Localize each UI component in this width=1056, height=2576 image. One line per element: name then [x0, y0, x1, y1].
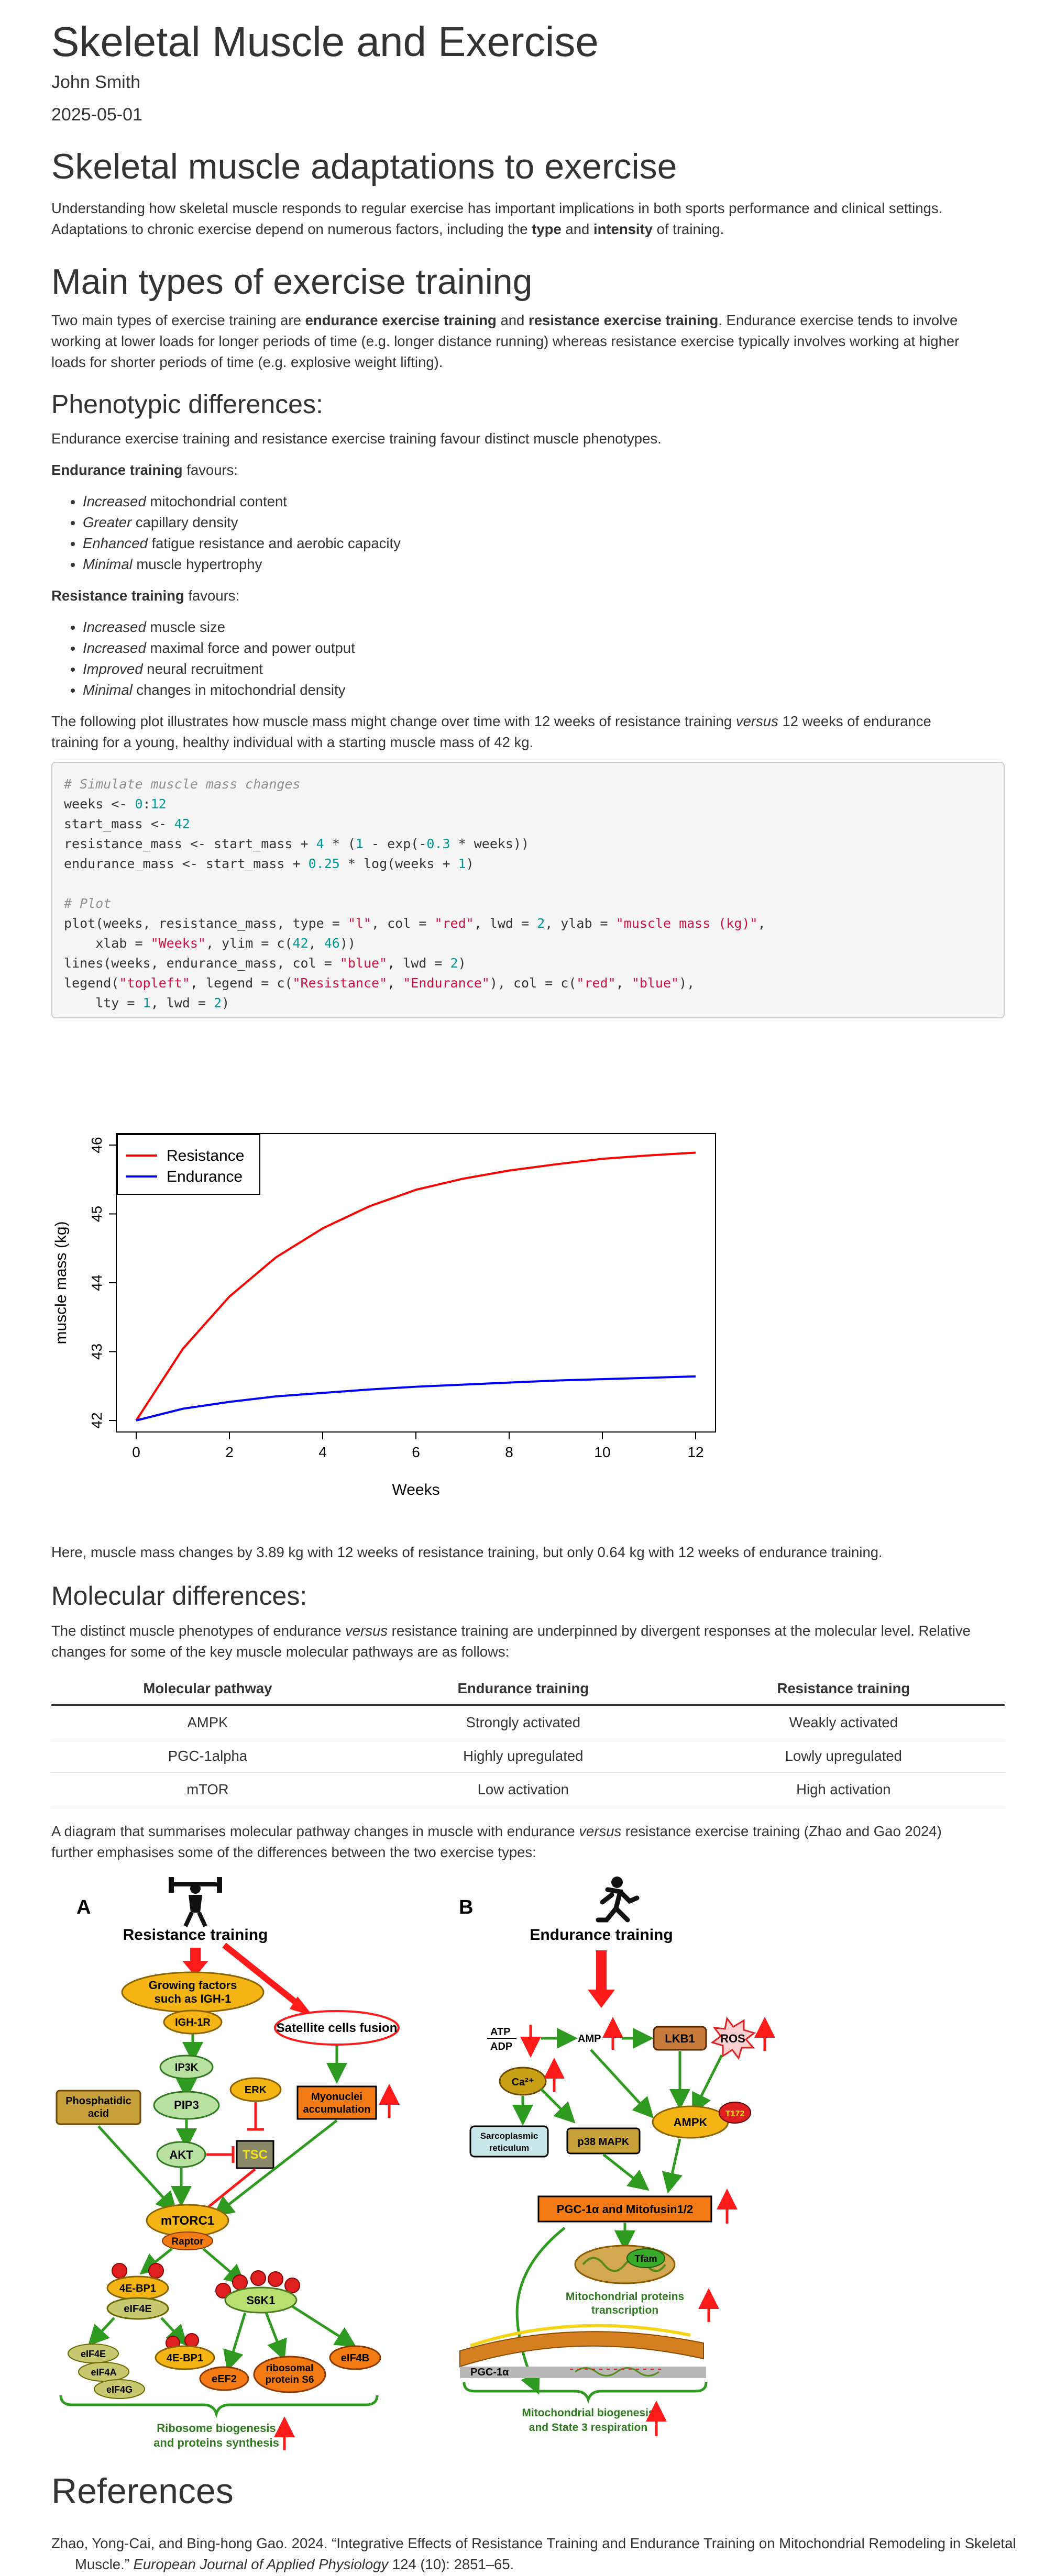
code-line [64, 953, 992, 973]
series-line-endurance [136, 1376, 696, 1420]
text: of training. [653, 221, 724, 237]
x-tick-label: 4 [318, 1444, 327, 1460]
code-text: , col = [371, 916, 435, 931]
column-header: Resistance training [683, 1673, 1005, 1705]
code-text: , [387, 975, 403, 991]
x-tick-label: 6 [412, 1444, 420, 1460]
code-line [64, 894, 992, 914]
green-arrow [517, 2228, 565, 2388]
code-text: , lwd = [387, 956, 450, 971]
code-line [64, 874, 992, 894]
endurance-list [51, 491, 401, 575]
y-tick-label: 45 [89, 1205, 105, 1223]
code-string: "blue" [339, 956, 388, 971]
molecular-table [51, 1673, 1005, 1806]
text: resistance exercise training (Zhao and Gao 2024) [621, 1823, 942, 1839]
y-tick-label: 46 [89, 1137, 105, 1153]
node-label: S6K1 [246, 2294, 276, 2307]
code-text: * ( [324, 836, 356, 851]
code-text: : [142, 796, 151, 812]
y-tick-label: 44 [89, 1274, 105, 1291]
code-text: start_mass <- [64, 816, 174, 831]
emphasis: Enhanced [83, 535, 148, 551]
node-label: and State 3 respiration [529, 2422, 648, 2434]
code-number: 2 [214, 995, 222, 1011]
journal-name: European Journal of Applied Physiology [133, 2556, 389, 2572]
panel-a-label: A [76, 1896, 91, 1918]
node-label: reticulum [489, 2143, 530, 2153]
code-text: , [757, 916, 766, 931]
bracket [464, 2382, 706, 2400]
code-text: , ylab = [545, 916, 616, 931]
table-cell: AMPK [51, 1705, 364, 1739]
node-label: eIF4B [340, 2352, 370, 2364]
text: and [496, 312, 529, 328]
table-cell: mTOR [51, 1773, 364, 1806]
bold-text: resistance exercise training [529, 312, 719, 328]
code-number: 1 [458, 856, 466, 871]
text: changes in mitochondrial density [132, 682, 346, 698]
code-number: 1 [142, 995, 151, 1011]
node-label: IP3K [174, 2062, 199, 2073]
node-label: ROS [720, 2032, 745, 2045]
list-item [83, 491, 401, 512]
text: muscle size [146, 619, 226, 635]
node-label: eIF4G [106, 2384, 133, 2395]
code-string: "red" [434, 916, 474, 931]
table-cell: Highly upregulated [364, 1739, 683, 1773]
code-text: endurance_mass <- start_mass + [64, 856, 309, 871]
green-arrow [266, 2313, 282, 2353]
text: working at lower loads for longer periods of time (e.g. longer distance running) whereas resistance exercise typically involves working at higher [51, 333, 960, 349]
node-label: PGC-1α [470, 2367, 509, 2378]
node-label: eEF2 [212, 2373, 237, 2385]
node-label: ribosomal [266, 2363, 314, 2374]
node-label: 4E-BP1 [166, 2352, 204, 2364]
list-item [83, 512, 401, 533]
green-arrow [203, 2249, 240, 2280]
adaptations-paragraph [51, 198, 1005, 240]
table-cell: High activation [683, 1773, 1005, 1806]
node-label: Myonuclei [311, 2091, 362, 2103]
column-header: Endurance training [364, 1673, 683, 1705]
green-arrow [603, 2155, 643, 2186]
endurance-training-title: Endurance training [530, 1926, 673, 1944]
table-row [51, 1705, 1005, 1739]
legend-label: Resistance [167, 1147, 245, 1164]
text: resistance training are underpinned by divergent responses at the molecular level. Relative [388, 1623, 971, 1639]
x-tick-label: 10 [594, 1444, 611, 1460]
node-label: PGC-1α and Mitofusin1/2 [556, 2203, 694, 2216]
text: loads for shorter periods of time (e.g. explosive weight lifting). [51, 354, 443, 370]
code-text: resistance_mass <- start_mass + [64, 836, 316, 851]
node-label: TSC [243, 2148, 268, 2162]
code-line [64, 774, 992, 794]
node-label: eIF4A [91, 2367, 117, 2378]
code-text: ), col = c( [489, 975, 577, 991]
code-text: , lwd = [474, 916, 537, 931]
green-arrow [292, 2306, 350, 2343]
page-title: Skeletal Muscle and Exercise [51, 18, 599, 65]
table-cell: Lowly upregulated [683, 1739, 1005, 1773]
table-header-row [51, 1673, 1005, 1705]
text: . Endurance exercise tends to involve [718, 312, 958, 328]
green-arrow [591, 2050, 648, 2113]
green-arrow [541, 2089, 570, 2118]
emphasis: Minimal [83, 556, 133, 572]
node-label: AMPK [673, 2116, 708, 2129]
emphasis: Minimal [83, 682, 133, 698]
node-label: Sarcoplasmic [480, 2131, 538, 2141]
text: favours: [184, 587, 240, 604]
endurance-favours [51, 460, 1005, 481]
text: Adaptations to chronic exercise depend on numerous factors, including the [51, 221, 532, 237]
section-heading-adaptations: Skeletal muscle adaptations to exercise [51, 147, 677, 186]
code-string: "Endurance" [403, 975, 490, 991]
code-number: 1 [355, 836, 364, 851]
green-arrow [98, 2126, 172, 2207]
text: Zhao, Yong-Cai, and Bing-hong Gao. 2024. “Integrative Effects of Resistance Training and Endurance Training on Mitochondrial Remodeling in Skeletal Muscle.” [51, 2535, 1016, 2572]
text: The following plot illustrates how muscle mass might change over time with 12 weeks of resistance training [51, 713, 736, 729]
node-label: Growing factors [148, 1979, 237, 1992]
muscle-mass-chart [51, 1068, 743, 1529]
node-label: PIP3 [174, 2098, 199, 2112]
code-text: , ylim = c( [205, 936, 293, 951]
code-text: - exp(- [363, 836, 427, 851]
node-label: Satellite cells fusion [276, 2021, 398, 2035]
code-text: * log(weeks + [339, 856, 458, 871]
code-text: ) [458, 956, 466, 971]
node-label: and proteins synthesis [153, 2436, 279, 2449]
node-label: IGH-1R [175, 2017, 211, 2028]
node-label: Ribosome biogenesis [157, 2422, 276, 2435]
code-number: 42 [174, 816, 190, 831]
node-label: 4E-BP1 [119, 2283, 157, 2294]
y-tick-label: 42 [89, 1412, 105, 1429]
x-tick-label: 12 [687, 1444, 704, 1460]
node-label: T172 [725, 2109, 745, 2118]
weightlifter-icon [169, 1877, 222, 1926]
green-arrow [229, 2313, 245, 2364]
node-label: Mitochondrial biogenesis [522, 2407, 655, 2419]
molecular-paragraph [51, 1620, 1005, 1662]
emphasis: Increased [83, 640, 146, 656]
text: The distinct muscle phenotypes of endurance [51, 1623, 346, 1639]
x-tick-label: 2 [225, 1444, 234, 1460]
code-number: 0 [135, 796, 143, 812]
y-axis-label: muscle mass (kg) [52, 1221, 70, 1345]
section-heading-types: Main types of exercise training [51, 262, 533, 302]
bold-text: Endurance training [51, 462, 183, 478]
code-line [64, 934, 992, 953]
table-row [51, 1773, 1005, 1806]
x-tick-label: 8 [505, 1444, 513, 1460]
author: John Smith [51, 72, 141, 92]
text: neural recruitment [142, 661, 263, 677]
text: maximal force and power output [146, 640, 355, 656]
code-string: "topleft" [119, 975, 190, 991]
plot-intro [51, 711, 1005, 753]
node-label: mTORC1 [160, 2214, 215, 2228]
node-label: accumulation [303, 2104, 371, 2115]
code-text: )) [339, 936, 356, 951]
legend-label: Endurance [167, 1168, 243, 1185]
text: capillary density [131, 514, 238, 530]
list-item [83, 617, 355, 638]
text: mitochondrial content [146, 493, 287, 509]
code-line [64, 814, 992, 834]
code-comment: # Plot [64, 896, 112, 911]
node-label: AMP [578, 2033, 601, 2045]
bold-text: intensity [593, 221, 653, 237]
table-cell: Low activation [364, 1773, 683, 1806]
result-paragraph: Here, muscle mass changes by 3.89 kg with 12 weeks of resistance training, but only 0.64 kg with 12 weeks of endurance training. [51, 1544, 883, 1560]
emphasis: Improved [83, 661, 143, 677]
emphasis: versus [735, 713, 778, 729]
runner-icon [598, 1877, 637, 1920]
text: Two main types of exercise training are [51, 312, 305, 328]
code-text: , [615, 975, 632, 991]
code-number: 0.25 [308, 856, 340, 871]
node-label: AKT [169, 2148, 193, 2161]
list-item [83, 638, 355, 659]
node-label: Mitochondrial proteins [565, 2291, 685, 2303]
node-label: p38 MAPK [577, 2136, 630, 2148]
text: further emphasises some of the differences between the two exercise types: [51, 1844, 536, 1860]
text: favours: [182, 462, 238, 478]
emphasis: Increased [83, 493, 146, 509]
node-label: ATP [490, 2026, 511, 2038]
code-number: 4 [316, 836, 324, 851]
table-row [51, 1739, 1005, 1773]
code-string: "Weeks" [150, 936, 206, 951]
code-text: ) [466, 856, 474, 871]
text: A diagram that summarises molecular pathway changes in muscle with endurance [51, 1823, 579, 1839]
code-number: 0.3 [426, 836, 450, 851]
resistance-list [51, 617, 355, 701]
code-string: "l" [347, 916, 372, 931]
green-arrow [696, 2055, 722, 2107]
code-string: "red" [576, 975, 616, 991]
node-label: ADP [490, 2041, 513, 2052]
section-heading-references: References [51, 2471, 234, 2511]
resistance-favours [51, 585, 1005, 606]
bold-text: type [532, 221, 562, 237]
list-item [83, 554, 401, 575]
bold-text: Resistance training [51, 587, 184, 604]
text: 12 weeks of endurance [778, 713, 931, 729]
text: changes for some of the key muscle molecular pathways are as follows: [51, 1644, 510, 1660]
phospho-dot [185, 2334, 199, 2347]
code-number: 42 [292, 936, 309, 951]
code-text: ) [222, 995, 230, 1011]
reference-entry [51, 2533, 1028, 2575]
code-text: ), [679, 975, 695, 991]
text: fatigue resistance and aerobic capacity [147, 535, 401, 551]
column-header: Molecular pathway [51, 1673, 364, 1705]
list-item [83, 659, 355, 680]
emphasis: versus [579, 1823, 622, 1839]
code-line [64, 854, 992, 874]
node-label: such as IGH-1 [154, 1992, 232, 2005]
code-number: 2 [450, 956, 458, 971]
green-arrow [669, 2139, 680, 2186]
list-item [83, 533, 401, 554]
node-label: ERK [244, 2084, 267, 2096]
x-axis-label: Weeks [392, 1481, 440, 1498]
code-text: , lwd = [150, 995, 214, 1011]
emphasis: Increased [83, 619, 146, 635]
y-tick-label: 43 [89, 1343, 105, 1360]
code-string: "blue" [631, 975, 679, 991]
code-number: 2 [537, 916, 545, 931]
code-text: plot(weeks, resistance_mass, type = [64, 916, 348, 931]
code-text: legend( [64, 975, 119, 991]
code-text: , [308, 936, 324, 951]
resistance-training-title: Resistance training [123, 1926, 268, 1944]
phenotypic-intro: Endurance exercise training and resistance exercise training favour distinct muscle phenotypes. [51, 430, 662, 447]
table-cell: PGC-1alpha [51, 1739, 364, 1773]
emphasis: versus [345, 1623, 388, 1639]
x-tick-label: 0 [132, 1444, 140, 1460]
code-text: lty = [64, 995, 143, 1011]
code-text: xlab = [64, 936, 151, 951]
node-label: protein S6 [265, 2374, 314, 2385]
emphasis: Greater [83, 514, 132, 530]
code-number: 12 [150, 796, 167, 812]
code-line [64, 794, 992, 814]
table-cell: Weakly activated [683, 1705, 1005, 1739]
list-item [83, 680, 355, 701]
code-line [64, 914, 992, 934]
node-label: transcription [591, 2304, 659, 2316]
code-line [64, 973, 992, 993]
code-string: "Resistance" [292, 975, 388, 991]
code-text: * weeks)) [450, 836, 530, 851]
text: 124 (10): 2851–65. [388, 2556, 514, 2572]
text: and [561, 221, 593, 237]
node-label: eIF4E [124, 2303, 152, 2315]
text: training for a young, healthy individual with a starting muscle mass of 42 kg. [51, 734, 534, 750]
section-heading-phenotypic: Phenotypic differences: [51, 390, 323, 419]
code-comment: # Simulate muscle mass changes [64, 776, 301, 792]
green-arrow [93, 2318, 114, 2340]
table-cell: Strongly activated [364, 1705, 683, 1739]
date: 2025-05-01 [51, 105, 142, 125]
code-number: 46 [324, 936, 340, 951]
section-heading-molecular: Molecular differences: [51, 1581, 307, 1611]
types-paragraph [51, 310, 1005, 373]
node-label: acid [87, 2108, 109, 2119]
code-text: weeks <- [64, 796, 135, 812]
node-label: Raptor [171, 2236, 204, 2247]
red-arrow [588, 1950, 615, 2008]
pathway-diagram [51, 1872, 785, 2469]
code-line [64, 993, 992, 1013]
node-label: LKB1 [665, 2032, 695, 2045]
node-label: Ca²⁺ [511, 2077, 534, 2088]
node-label: Phosphatidic [65, 2095, 131, 2107]
panel-b-label: B [459, 1896, 474, 1918]
node-label: Tfam [634, 2253, 657, 2264]
code-line [64, 834, 992, 854]
diagram-intro [51, 1821, 1005, 1863]
code-text: lines(weeks, endurance_mass, col = [64, 956, 340, 971]
bracket [61, 2395, 377, 2414]
code-block [51, 762, 1005, 1018]
code-string: "muscle mass (kg)" [615, 916, 758, 931]
code-text: , legend = c( [190, 975, 293, 991]
text: Understanding how skeletal muscle responds to regular exercise has important implications in both sports performance and clinical settings. [51, 200, 943, 216]
node-label: eIF4E [80, 2349, 106, 2359]
bold-text: endurance exercise training [305, 312, 497, 328]
text: muscle hypertrophy [132, 556, 262, 572]
